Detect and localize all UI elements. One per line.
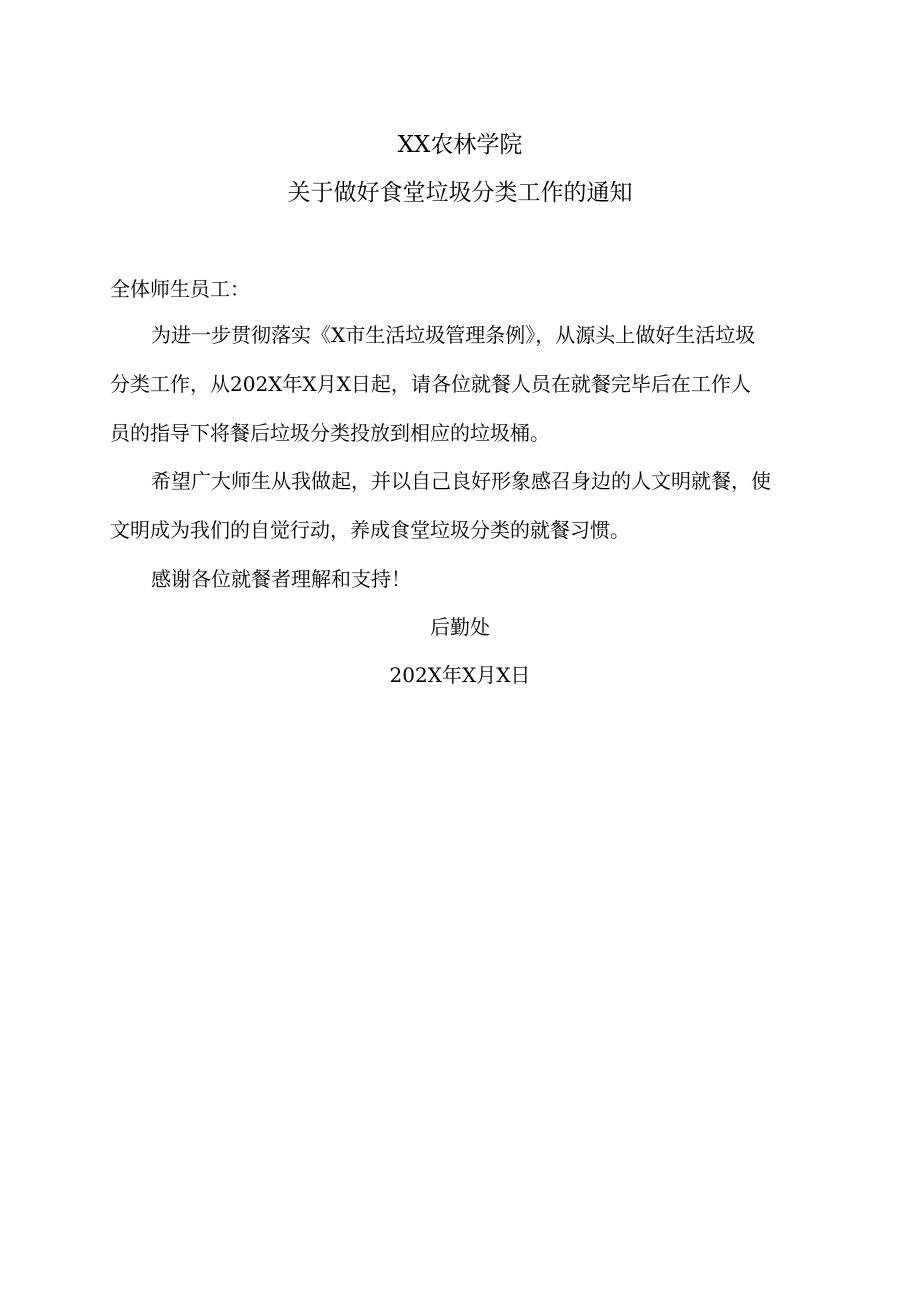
paragraph-1-line-2: 分类工作，从202X年X月X日起，请各位就餐人员在就餐完毕后在工作人 <box>110 372 751 396</box>
paragraph-2-line-1: 希望广大师生从我做起，并以自己良好形象感召身边的人文明就餐，使 <box>151 469 771 493</box>
notice-title: 关于做好食堂垃圾分类工作的通知 <box>287 180 633 206</box>
paragraph-1-line-3: 员的指导下将餐后垃圾分类投放到相应的垃圾桶。 <box>110 421 550 445</box>
salutation: 全体师生员工： <box>110 277 250 301</box>
signature-department: 后勤处 <box>430 615 490 639</box>
paragraph-3-line-1: 感谢各位就餐者理解和支持！ <box>151 567 411 591</box>
organization-title: XX农林学院 <box>397 132 523 158</box>
paragraph-2 <box>110 457 815 555</box>
paragraph-3 <box>110 555 815 604</box>
paragraph-1-line-1: 为进一步贯彻落实《X市生活垃圾管理条例》，从源头上做好生活垃圾 <box>151 323 756 347</box>
paragraph-2-line-2: 文明成为我们的自觉行动，养成食堂垃圾分类的就餐习惯。 <box>110 518 630 542</box>
paragraph-1 <box>110 311 815 458</box>
signature-date: 202X年X月X日 <box>389 663 531 687</box>
